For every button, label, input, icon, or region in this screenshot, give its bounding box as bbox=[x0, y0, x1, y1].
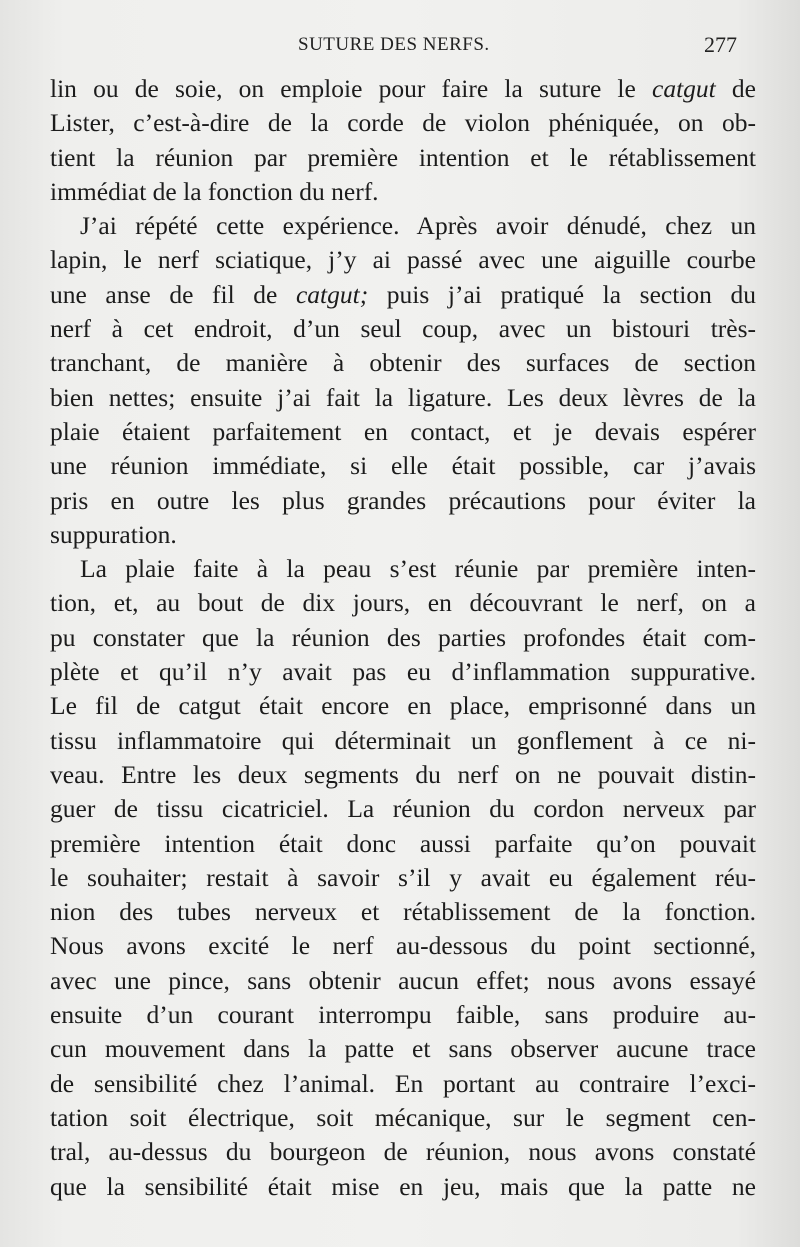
text-segment: que la sensibilité était mise en jeu, mais que la patte ne bbox=[50, 1171, 756, 1201]
text-segment: suppuration. bbox=[50, 519, 177, 549]
text-segment: cun mouvement dans la patte et sans observer aucune trace bbox=[50, 1034, 756, 1064]
text-line bbox=[50, 72, 756, 106]
text-line bbox=[50, 106, 756, 140]
text-segment: une anse de fil de bbox=[50, 279, 296, 309]
text-segment: J’ai répété cette expérience. Après avoir dénudé, chez un bbox=[80, 211, 756, 241]
text-line bbox=[50, 621, 756, 655]
text-segment: tissu inflammatoire qui déterminait un gonflement à ce ni- bbox=[50, 725, 756, 755]
text-line bbox=[50, 929, 756, 963]
text-segment: tation soit électrique, soit mécanique, sur le segment cen- bbox=[50, 1102, 756, 1132]
running-title: SUTURE DES NERFS. bbox=[298, 34, 490, 55]
text-segment: bien nettes; ensuite j’ai fait la ligature. Les deux lèvres de la bbox=[50, 382, 756, 412]
text-line bbox=[50, 381, 756, 415]
text-line bbox=[50, 278, 756, 312]
text-segment: de sensibilité chez l’animal. En portant au contraire l’exci- bbox=[50, 1068, 756, 1098]
text-line bbox=[50, 415, 756, 449]
text-segment: de bbox=[715, 74, 756, 103]
text-segment: plète et qu’il n’y avait pas eu d’inflammation suppurative. bbox=[50, 657, 756, 687]
text-line bbox=[50, 1135, 756, 1169]
text-line bbox=[50, 655, 756, 689]
text-line bbox=[50, 1170, 756, 1204]
text-segment: lapin, le nerf sciatique, j’y ai passé avec une aiguille courbe bbox=[50, 245, 756, 275]
text-line bbox=[50, 141, 756, 175]
text-segment: pris en outre les plus grandes précautions pour éviter la bbox=[50, 485, 756, 515]
running-head bbox=[0, 30, 800, 60]
text-line bbox=[50, 827, 756, 861]
text-segment: tral, au-dessus du bourgeon de réunion, nous avons constaté bbox=[50, 1137, 756, 1167]
text-segment: La plaie faite à la peau s’est réunie par première inten- bbox=[80, 554, 756, 584]
text-segment: Lister, c’est-à-dire de la corde de violon phéniquée, on ob- bbox=[50, 108, 756, 138]
text-segment: nerf à cet endroit, d’un seul coup, avec un bistouri très- bbox=[50, 314, 756, 344]
text-line bbox=[50, 552, 756, 586]
text-segment: puis j’ai pratiqué la section du bbox=[368, 279, 756, 309]
page-number: 277 bbox=[704, 32, 737, 57]
text-segment: Nous avons excité le nerf au-dessous du point sectionné, bbox=[50, 931, 756, 961]
text-segment: ensuite d’un courant interrompu faible, sans produire au- bbox=[50, 1000, 756, 1030]
text-segment: immédiat de la fonction du nerf. bbox=[50, 176, 379, 206]
text-segment: Le fil de catgut était encore en place, emprisonné dans un bbox=[50, 691, 756, 721]
text-segment: avec une pince, sans obtenir aucun effet; nous avons essayé bbox=[50, 965, 756, 995]
text-segment: guer de tissu cicatriciel. La réunion du cordon nerveux par bbox=[50, 794, 756, 824]
text-line bbox=[50, 1067, 756, 1101]
text-segment: lin ou de soie, on emploie pour faire la suture le bbox=[50, 74, 652, 103]
text-line bbox=[50, 724, 756, 758]
italic-term: catgut; bbox=[295, 279, 369, 309]
text-segment: nion des tubes nerveux et rétablissement de la fonction. bbox=[50, 897, 756, 927]
text-segment: pu constater que la réunion des parties profondes était com- bbox=[50, 622, 756, 652]
text-line bbox=[50, 484, 756, 518]
text-segment: veau. Entre les deux segments du nerf on ne pouvait distin- bbox=[50, 759, 756, 789]
text-line bbox=[50, 792, 756, 826]
italic-term: catgut bbox=[652, 74, 716, 103]
text-line bbox=[50, 346, 756, 380]
text-segment: première intention était donc aussi parfaite qu’on pouvait bbox=[50, 828, 756, 858]
text-line bbox=[50, 175, 756, 209]
text-segment: tion, et, au bout de dix jours, en découvrant le nerf, on a bbox=[50, 588, 756, 618]
body-text bbox=[50, 72, 756, 1204]
text-line bbox=[50, 209, 756, 243]
text-line bbox=[50, 449, 756, 483]
text-line bbox=[50, 1101, 756, 1135]
text-segment: tranchant, de manière à obtenir des surfaces de section bbox=[50, 348, 756, 378]
text-segment: tient la réunion par première intention et le rétablissement bbox=[50, 142, 756, 172]
text-line bbox=[50, 312, 756, 346]
text-line bbox=[50, 689, 756, 723]
text-line bbox=[50, 895, 756, 929]
text-line bbox=[50, 586, 756, 620]
text-segment: le souhaiter; restait à savoir s’il y avait eu également réu- bbox=[50, 862, 756, 892]
text-line bbox=[50, 998, 756, 1032]
text-line bbox=[50, 758, 756, 792]
text-line bbox=[50, 861, 756, 895]
text-line bbox=[50, 964, 756, 998]
text-line bbox=[50, 243, 756, 277]
text-segment: une réunion immédiate, si elle était possible, car j’avais bbox=[50, 451, 756, 481]
text-line bbox=[50, 1032, 756, 1066]
text-segment: plaie étaient parfaitement en contact, et je devais espérer bbox=[50, 416, 756, 446]
text-line bbox=[50, 518, 756, 552]
